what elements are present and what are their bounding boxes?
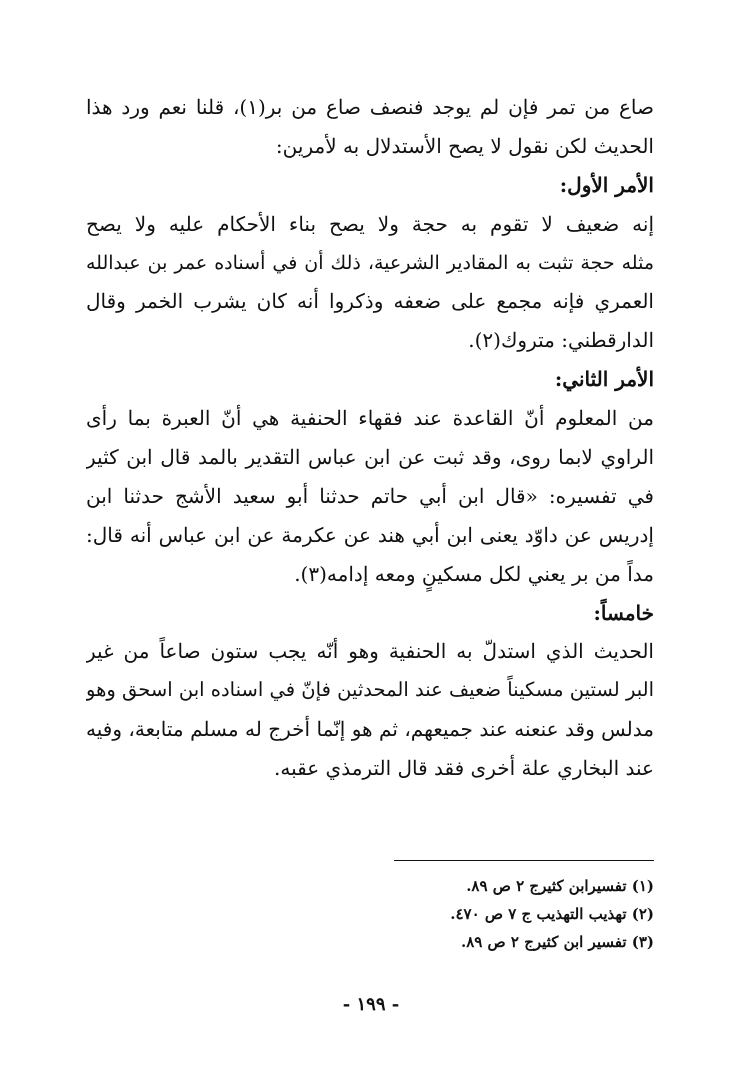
text-line: البر لستين مسكيناً ضعيف عند المحدثين فإنّ في اسناده ابن اسحق وهو (86, 678, 654, 702)
text-line: إدريس عن داوّد يعنى ابن أبي هند عن عكرمة عن ابن عباس أنه قال: (86, 522, 654, 547)
text-line: صاع من تمر فإن لم يوجد فنصف صاع من بر(١)، قلنا نعم ورد هذا (86, 95, 654, 119)
text-line: إنه ضعيف لا تقوم به حجة ولا يصح بناء الأحكام عليه ولا يصح (86, 211, 654, 236)
text-line: مداً من بر يعني لكل مسكينٍ ومعه إدامه(٣). (294, 561, 654, 586)
text-line: من المعلوم أنّ القاعدة عند فقهاء الحنفية هي أنّ العبرة بما رأى (86, 406, 654, 431)
text-line: في تفسيره: «قال ابن أبي حاتم حدثنا أبو سعيد الأشج حدثنا ابن (86, 483, 654, 508)
text-line: الدارقطني: متروك(٢). (468, 328, 654, 353)
footnote: (٣) تفسير ابن كثيرج ٢ ص ٨٩. (460, 933, 654, 951)
page-number: - ١٩٩ - (342, 994, 400, 1015)
body-text (86, 88, 654, 788)
text-line: الراوي لابما روى، وقد ثبت عن ابن عباس التقدير بالمد قال ابن كثير (86, 445, 654, 470)
footnote: (١) تفسيرابن كثيرج ٢ ص ٨٩. (466, 877, 654, 895)
text-line: مثله حجة تثبت به المقادير الشرعية، ذلك أن في أسناده عمر بن عبدالله (86, 251, 654, 274)
section-heading: الأمر الثاني: (554, 367, 654, 392)
footnote-divider (394, 860, 654, 861)
text-line: العمري فإنه مجمع على ضعفه وذكروا أنه كان يشرب الخمر وقال (86, 289, 654, 314)
text-line: الحديث لكن نقول لا يصح الأستدلال به لأمرين: (275, 133, 654, 158)
section-heading: خامساً: (593, 600, 654, 625)
footnote: (٢) تهذيب التهذيب ج ٧ ص ٤٧٠. (450, 905, 654, 923)
section-heading: الأمر الأول: (559, 172, 654, 197)
text-line: الحديث الذي استدلّ به الحنفية وهو أنّه يجب ستون صاعاً من غير (86, 639, 654, 664)
text-line: عند البخاري علة أخرى فقد قال الترمذي عقبه. (274, 756, 654, 781)
footnotes (86, 872, 654, 956)
text-line: مدلس وقد عنعنه عند جميعهم، ثم هو إنّما أخرج له مسلم متابعة، وفيه (86, 717, 654, 742)
